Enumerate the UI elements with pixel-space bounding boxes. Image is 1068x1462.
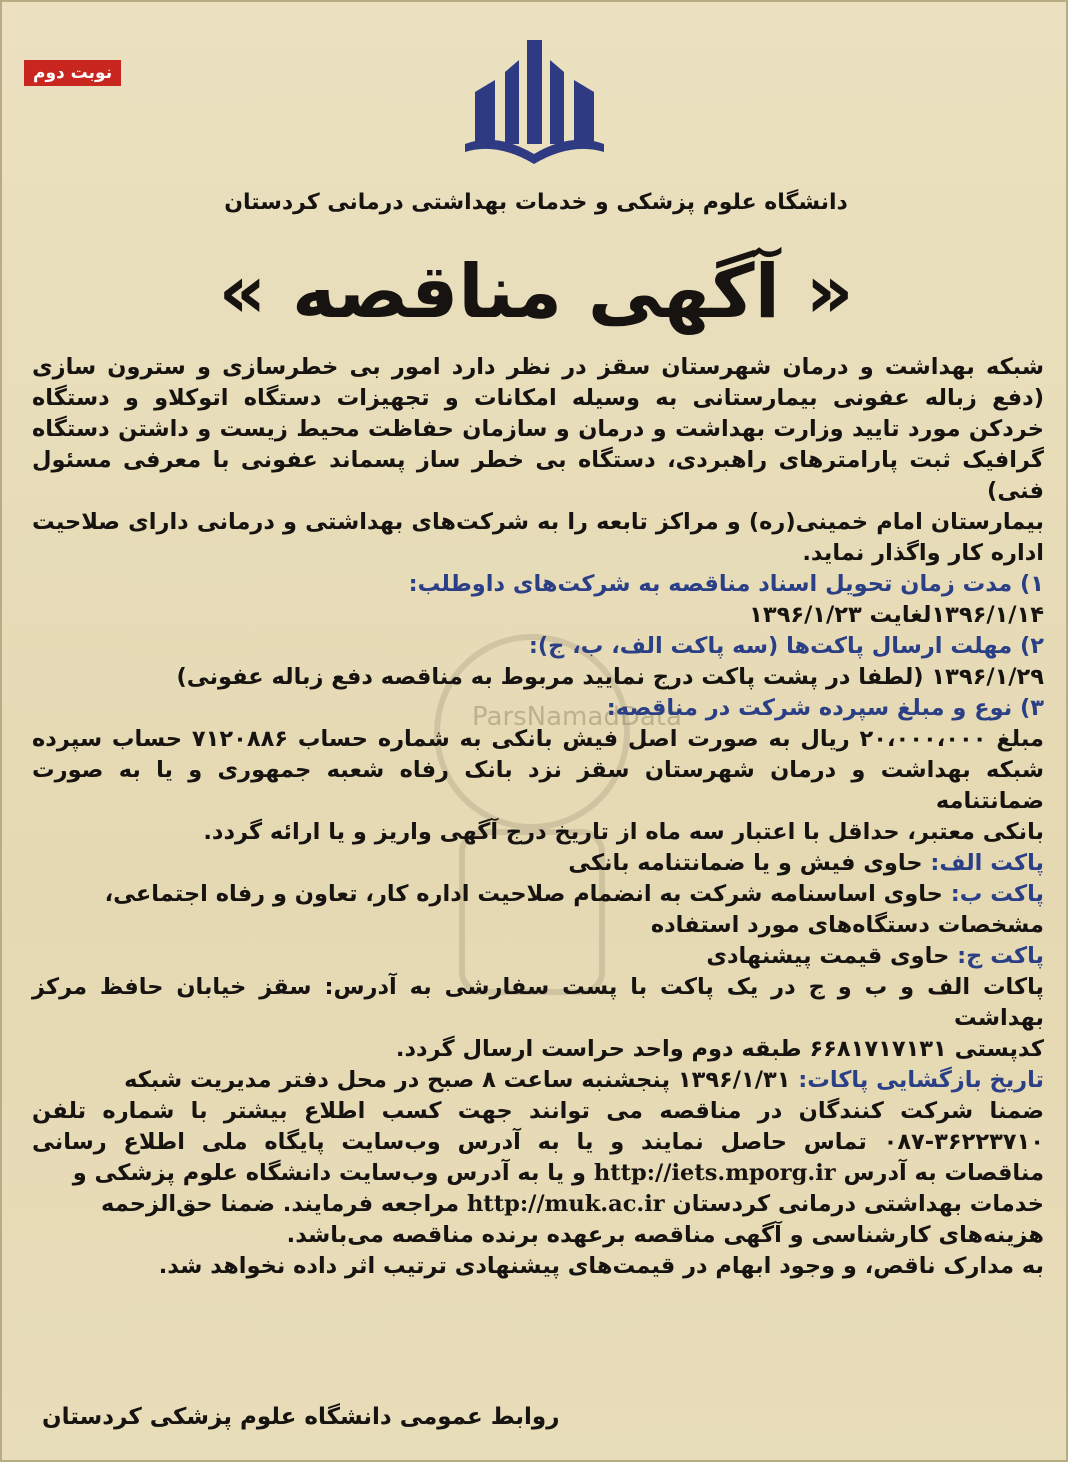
opening-date-text: ۱۳۹۶/۱/۳۱ پنجشنبه ساعت ۸ صبح در محل دفتر مدیریت شبکه xyxy=(124,1067,791,1093)
section-1-heading: ۱) مدت زمان تحویل اسناد مناقصه به شرکت‌های داوطلب: xyxy=(408,571,1044,597)
section-3-line: بانکی معتبر، حداقل با اعتبار سه ماه از تاریخ درج آگهی واریز و یا ارائه گردد. xyxy=(203,819,1044,845)
contact-text: و یا به آدرس وب‌سایت دانشگاه علوم پزشکی و xyxy=(72,1160,587,1186)
packet-a-label: پاکت الف: xyxy=(930,850,1044,876)
intro-line: خردکن مورد تایید وزارت بهداشت و درمان و سازمان حفاظت محیط زیست و داشتن دستگاه xyxy=(32,416,1044,442)
contact-line: هزینه‌های کارشناسی و آگهی مناقصه برعهده برنده مناقصه می‌باشد. xyxy=(286,1222,1044,1248)
section-1-text: ۱۳۹۶/۱/۱۴لغایت ۱۳۹۶/۱/۲۳ xyxy=(749,602,1044,628)
intro-line: شبکه بهداشت و درمان شهرستان سقز در نظر دارد امور بی خطرسازی و سترون سازی xyxy=(32,354,1044,380)
packet-c-text: حاوی قیمت پیشنهادی xyxy=(706,943,950,969)
intro-line: گرافیک ثبت پارامترهای راهبردی، دستگاه بی خطر ساز پسماند عفونی با معرفی مسئول فنی) xyxy=(32,447,1044,504)
contact-line: به مدارک ناقص، و وجود ابهام در قیمت‌های پیشنهادی ترتیب اثر داده نخواهد شد. xyxy=(158,1253,1044,1279)
packet-c-label: پاکت ج: xyxy=(957,943,1044,969)
packet-b-label: پاکت ب: xyxy=(950,881,1044,907)
packet-a xyxy=(32,848,1044,879)
university-name: دانشگاه علوم پزشکی و خدمات بهداشتی درمانی کردستان xyxy=(224,190,848,215)
opening-date xyxy=(32,1065,1044,1096)
section-3-heading: ۳) نوع و مبلغ سپرده شرکت در مناقصه: xyxy=(606,695,1044,721)
contact-line: ۰۸۷-۳۶۲۲۳۷۱۰ تماس حاصل نمایند و یا به آدرس وب‌سایت پایگاه ملی اطلاع رسانی xyxy=(32,1129,1044,1155)
university-logo-icon xyxy=(457,32,612,167)
opening-date-label: تاریخ بازگشایی پاکات: xyxy=(798,1067,1044,1093)
packet-c xyxy=(32,941,1044,972)
packet-b-text: حاوی اساسنامه شرکت به انضمام صلاحیت اداره کار، تعاون و رفاه اجتماعی، xyxy=(104,881,943,907)
packet-b xyxy=(32,879,1044,910)
address-line: کدپستی ۶۶۸۱۷۱۷۱۳۱ طبقه دوم واحد حراست ارسال گردد. xyxy=(395,1036,1044,1062)
section-2-heading: ۲) مهلت ارسال پاکت‌ها (سه پاکت الف، ب، ج): xyxy=(528,633,1044,659)
second-round-badge: نوبت دوم xyxy=(24,60,121,86)
notice-title: « آگهی مناقصه » xyxy=(218,249,854,335)
section-3-line: شبکه بهداشت و درمان شهرستان سقز نزد بانک رفاه شعبه جمهوری و یا به صورت ضمانتنامه xyxy=(32,757,1044,814)
public-relations-signature: روابط عمومی دانشگاه علوم پزشکی کردستان xyxy=(42,1404,560,1430)
iets-link[interactable]: http://iets.mporg.ir xyxy=(593,1160,836,1186)
section-2-text: ۱۳۹۶/۱/۲۹ (لطفا در پشت پاکت درج نمایید مربوط به مناقصه دفع زباله عفونی) xyxy=(176,664,1044,690)
contact-line xyxy=(32,1189,1044,1220)
address-line: پاکات الف و ب و ج در یک پاکت با پست سفارشی به آدرس: سقز خیابان حافظ مرکز بهداشت xyxy=(32,974,1044,1031)
intro-line: اداره کار واگذار نماید. xyxy=(802,540,1044,566)
contact-line: ضمنا شرکت کنندگان در مناقصه می توانند جهت کسب اطلاع بیشتر با شماره تلفن xyxy=(32,1098,1044,1124)
contact-text: مراجعه فرمایند. ضمنا حق‌الزحمه xyxy=(101,1191,460,1217)
contact-text: خدمات بهداشتی درمانی کردستان xyxy=(672,1191,1044,1217)
contact-text: مناقصات به آدرس xyxy=(843,1160,1044,1186)
intro-line: (دفع زباله عفونی بیمارستانی به وسیله امکانات و تجهیزات دستگاه اتوکلاو و دستگاه xyxy=(32,385,1044,411)
contact-line xyxy=(32,1158,1044,1189)
muk-link[interactable]: http://muk.ac.ir xyxy=(466,1191,665,1217)
section-3-line: مبلغ ۲۰،۰۰۰،۰۰۰ ریال به صورت اصل فیش بانکی به شماره حساب ۷۱۲۰۸۸۶ حساب سپرده xyxy=(32,726,1044,752)
packet-a-text: حاوی فیش و یا ضمانتنامه بانکی xyxy=(568,850,923,876)
notice-body xyxy=(32,352,1044,1282)
intro-line: بیمارستان امام خمینی(ره) و مراکز تابعه را به شرکت‌های بهداشتی و درمانی دارای صلاحیت xyxy=(32,509,1044,535)
packet-b-text-2: مشخصات دستگاه‌های مورد استفاده xyxy=(650,912,1044,938)
watermark-text: ParsNamadData xyxy=(472,702,682,732)
